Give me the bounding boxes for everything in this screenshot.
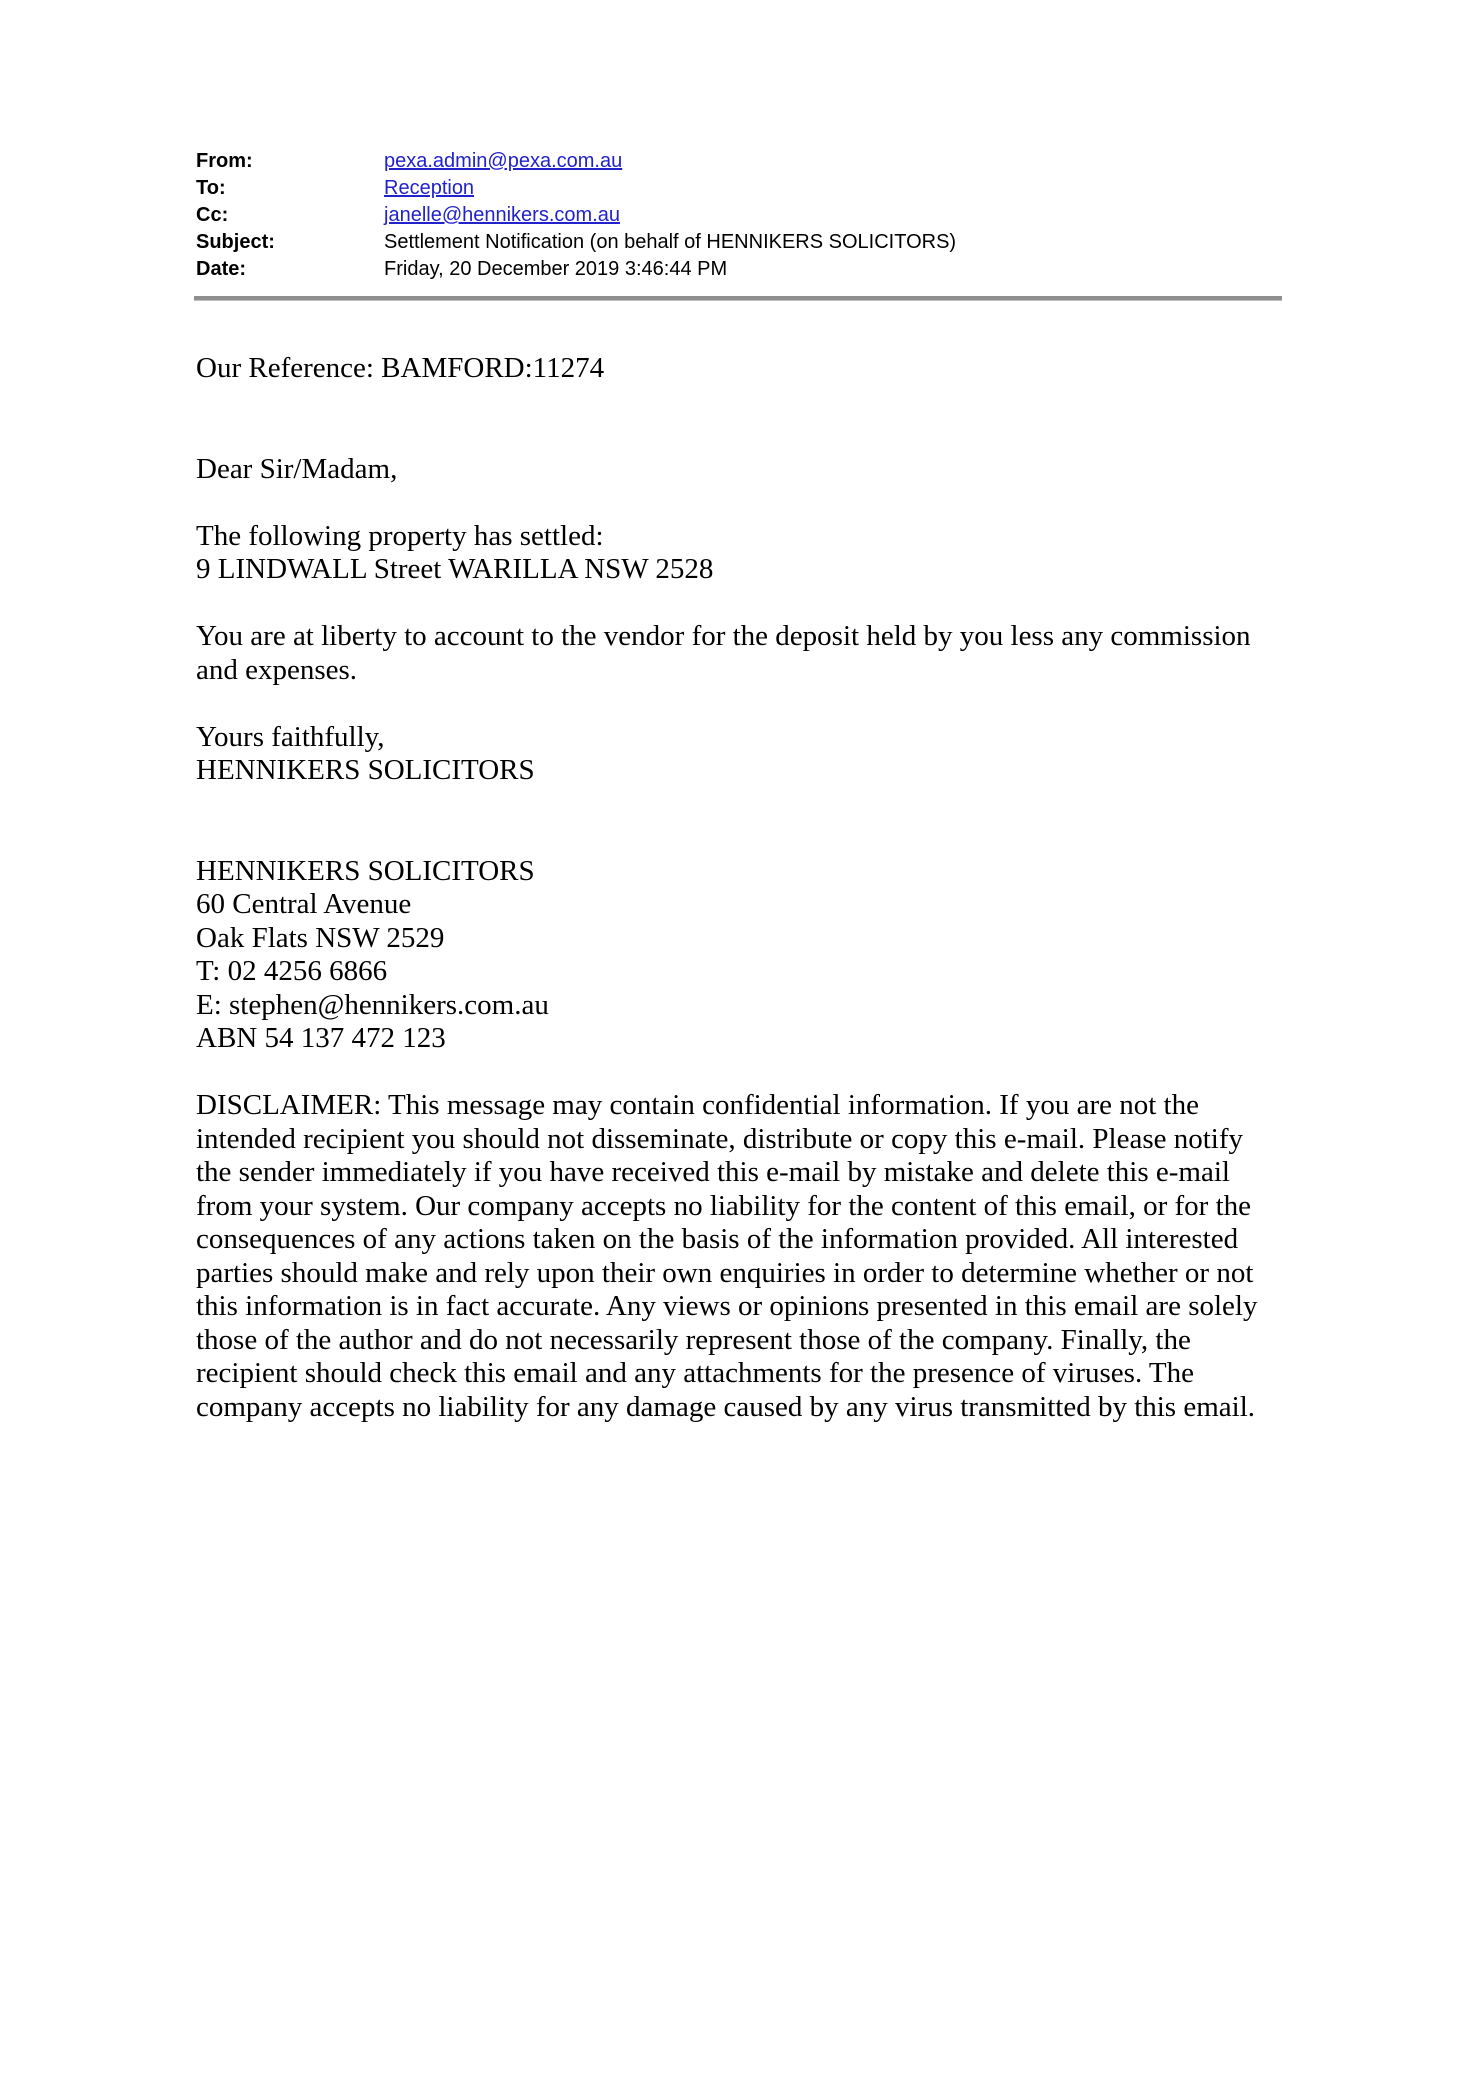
header-divider (194, 296, 1282, 301)
instruction-paragraph: You are at liberty to account to the vendor for the deposit held by you less any commission and expenses. (196, 620, 1251, 686)
date-label: Date: (196, 258, 247, 280)
signature-abn: ABN 54 137 472 123 (196, 1022, 446, 1054)
signature-firm-name: HENNIKERS SOLICITORS (196, 854, 535, 887)
from-address-link[interactable]: pexa.admin@pexa.com.au (384, 150, 623, 172)
signature-phone: T: 02 4256 6866 (196, 955, 388, 987)
disclaimer-paragraph: DISCLAIMER: This message may contain confidential information. If you are not the intended recipient you should not disseminate, distribute or copy this e-mail. Please notify the sender immediately if you have received this e-mail by mistake and delete this e-mail from your system. Our company accepts no liability for the content of this email, or for the consequences of any actions taken on the basis of the information provided. All interested parties should make and rely upon their own enquiries in order to determine whether or not this information is in fact accurate. Any views or opinions presented in this email are solely those of the author and do not necessarily represent those of the company. Finally, the recipient should check this email and any attachments for the presence of viruses. The company accepts no liability for any damage caused by any virus transmitted by this email. (196, 1089, 1258, 1423)
signature-suburb: Oak Flats NSW 2529 (196, 921, 445, 954)
date-value: Friday, 20 December 2019 3:46:44 PM (384, 258, 728, 280)
from-label: From: (196, 150, 253, 172)
signature-email: E: stephen@hennikers.com.au (196, 988, 549, 1021)
settlement-intro-line: The following property has settled: (196, 519, 604, 552)
valediction-firm-line: HENNIKERS SOLICITORS (196, 754, 535, 786)
email-body (196, 352, 1281, 1424)
email-header-field-cc (196, 202, 956, 229)
reference-line: Our Reference: BAMFORD:11274 (196, 352, 605, 384)
cc-address-link[interactable]: janelle@hennikers.com.au (384, 204, 620, 226)
email-header (196, 148, 956, 283)
email-header-field-to (196, 175, 956, 202)
email-header-field-subject (196, 229, 956, 256)
valediction-block (196, 721, 1281, 788)
signature-street: 60 Central Avenue (196, 888, 412, 920)
settlement-block (196, 520, 1281, 587)
cc-label: Cc: (196, 204, 229, 226)
property-address-line: 9 LINDWALL Street WARILLA NSW 2528 (196, 553, 714, 585)
signature-block (196, 855, 1281, 1056)
valediction-line: Yours faithfully, (196, 720, 385, 753)
to-label: To: (196, 177, 226, 199)
email-header-field-date (196, 256, 956, 283)
subject-label: Subject: (196, 231, 275, 253)
subject-value: Settlement Notification (on behalf of HENNIKERS SOLICITORS) (384, 231, 957, 253)
to-recipient-link[interactable]: Reception (384, 177, 475, 199)
email-header-field-from (196, 148, 956, 175)
salutation: Dear Sir/Madam, (196, 452, 398, 485)
